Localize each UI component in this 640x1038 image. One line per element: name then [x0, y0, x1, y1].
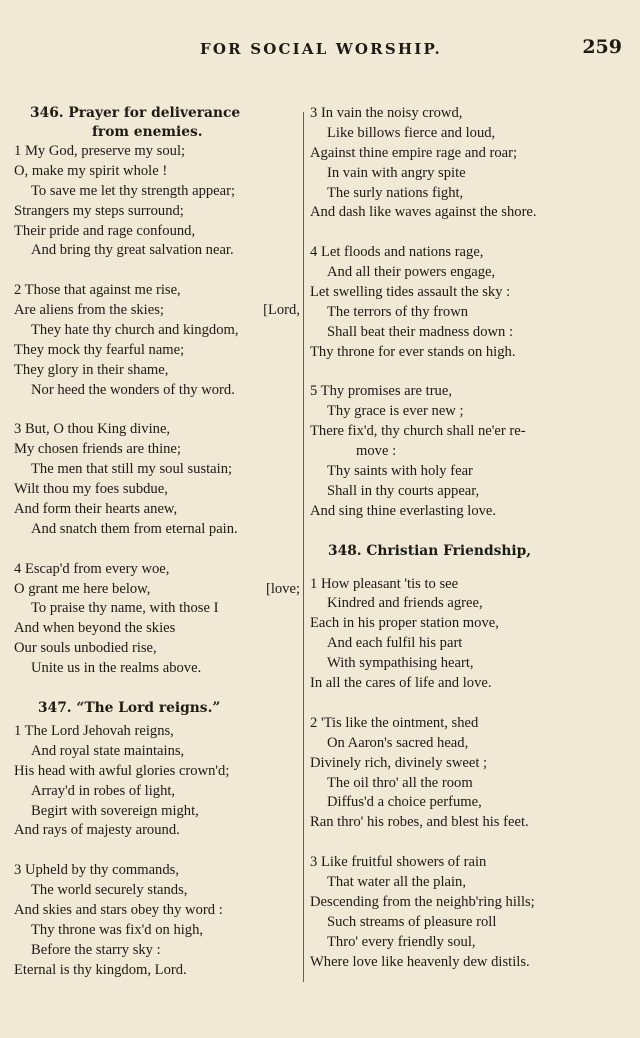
- verse-line: Shall beat their madness down :: [327, 323, 514, 340]
- verse-line: The terrors of thy frown: [327, 303, 469, 320]
- left-column: [14, 104, 300, 981]
- verse-line: 5 Thy promises are true,: [310, 383, 452, 400]
- verse-line: And each fulfil his part: [327, 635, 463, 652]
- verse-line: 4 Let floods and nations rage,: [310, 244, 484, 261]
- verse-line: And dash like waves against the shore.: [310, 204, 537, 221]
- verse-line: And all their powers engage,: [327, 264, 496, 281]
- verse-line: 2 'Tis like the ointment, shed: [310, 714, 479, 731]
- stanza-348-1: [310, 575, 628, 694]
- verse-line: Kindred and friends agree,: [327, 595, 483, 612]
- verse-line: Our souls unbodied rise,: [14, 640, 157, 657]
- verse-line: Each in his proper station move,: [310, 615, 499, 632]
- verse-line: There fix'd, thy church shall ne'er re-: [310, 423, 526, 440]
- stanza-348-3: [310, 853, 628, 972]
- verse-line: Against thine empire rage and roar;: [310, 144, 518, 161]
- carried-word: [Lord,: [263, 302, 300, 319]
- verse-line: 3 Upheld by thy commands,: [14, 862, 179, 879]
- verse-line: The oil thro' all the room: [327, 774, 473, 791]
- verse-line: Such streams of pleasure roll: [327, 913, 497, 930]
- verse-line: Thro' every friendly soul,: [327, 933, 476, 950]
- verse-line: [14, 301, 300, 321]
- verse-line: And skies and stars obey thy word :: [14, 901, 223, 918]
- stanza-347-1: [14, 722, 300, 841]
- hymn-title-346: 346. Prayer for deliverance: [30, 105, 241, 121]
- verse-line: His head with awful glories crown'd;: [14, 762, 230, 779]
- page-number: 259: [582, 36, 622, 58]
- verse-line: Thy saints with holy fear: [327, 463, 473, 480]
- verse-line: In vain with angry spite: [327, 164, 466, 181]
- hymn-title-348: 348. Christian Friendship,: [328, 542, 532, 559]
- stanza-347-4: [310, 243, 628, 362]
- hymn-title-347: 347. “The Lord reigns.”: [38, 699, 221, 716]
- right-column: [310, 104, 628, 972]
- stanza-347-5: [310, 382, 628, 521]
- stanza-347-3b: [310, 104, 628, 223]
- verse-line: Unite us in the realms above.: [31, 660, 202, 677]
- verse-line: The world securely stands,: [31, 882, 188, 899]
- verse-line: 1 How pleasant 'tis to see: [310, 575, 459, 592]
- stanza-346-1: [14, 142, 300, 261]
- verse-line: And royal state maintains,: [31, 742, 185, 759]
- verse-line: Before the starry sky :: [31, 941, 161, 958]
- stanza-346-3: [14, 420, 300, 539]
- verse-line: That water all the plain,: [327, 873, 466, 890]
- stanza-346-2: [14, 281, 300, 400]
- column-divider: [303, 112, 304, 982]
- verse-line: They hate thy church and kingdom,: [31, 322, 239, 339]
- stanza-347-3: [14, 861, 300, 980]
- verse-line: [14, 580, 300, 600]
- verse-line: The surly nations fight,: [327, 184, 464, 201]
- verse-line: Shall in thy courts appear,: [327, 482, 480, 499]
- verse-line: To save me let thy strength appear;: [31, 182, 236, 199]
- verse-line: 1 The Lord Jehovah reigns,: [14, 722, 174, 739]
- verse-line: O, make my spirit whole !: [14, 162, 168, 179]
- hymn-title-346-cont: from enemies.: [92, 124, 203, 140]
- verse-line: Descending from the neighb'ring hills;: [310, 893, 535, 910]
- verse-line: 3 Like fruitful showers of rain: [310, 854, 487, 871]
- verse-line: And sing thine everlasting love.: [310, 502, 497, 519]
- verse-line: Like billows fierce and loud,: [327, 124, 496, 141]
- verse-line: Begirt with sovereign might,: [31, 802, 199, 819]
- verse-line: And bring thy great salvation near.: [31, 242, 234, 259]
- verse-line: 3 But, O thou King divine,: [14, 421, 171, 438]
- verse-line: They mock thy fearful name;: [14, 341, 185, 358]
- verse-line: Where love like heavenly dew distils.: [310, 953, 530, 970]
- verse-line: 2 Those that against me rise,: [14, 282, 181, 299]
- verse-line: Diffus'd a choice perfume,: [327, 794, 482, 811]
- verse-line: Strangers my steps surround;: [14, 202, 184, 219]
- verse-line: With sympathising heart,: [327, 655, 474, 672]
- verse-line: And when beyond the skies: [14, 620, 176, 637]
- verse-line: My chosen friends are thine;: [14, 441, 181, 458]
- verse-line: And snatch them from eternal pain.: [31, 520, 238, 537]
- verse-line: Wilt thou my foes subdue,: [14, 481, 168, 498]
- verse-line: And rays of majesty around.: [14, 822, 180, 839]
- verse-line: Thy throne for ever stands on high.: [310, 343, 516, 360]
- verse-line: In all the cares of life and love.: [310, 675, 492, 692]
- verse-text: Are aliens from the skies;: [14, 302, 164, 319]
- verse-line: To praise thy name, with those I: [31, 600, 219, 617]
- verse-line: 4 Escap'd from every woe,: [14, 560, 170, 577]
- running-head: FOR SOCIAL WORSHIP.: [200, 40, 442, 58]
- verse-line: The men that still my soul sustain;: [31, 461, 233, 478]
- verse-line: And form their hearts anew,: [14, 501, 178, 518]
- verse-line: Let swelling tides assault the sky :: [310, 284, 511, 301]
- verse-line: Ran thro' his robes, and blest his feet.: [310, 814, 529, 831]
- verse-line: They glory in their shame,: [14, 361, 169, 378]
- page-header: [0, 36, 640, 60]
- stanza-346-4: [14, 560, 300, 679]
- stanza-348-2: [310, 714, 628, 833]
- verse-line: On Aaron's sacred head,: [327, 734, 469, 751]
- verse-line: Divinely rich, divinely sweet ;: [310, 754, 488, 771]
- verse-line: move :: [356, 443, 397, 460]
- verse-line: Nor heed the wonders of thy word.: [31, 381, 235, 398]
- verse-line: Eternal is thy kingdom, Lord.: [14, 961, 187, 978]
- verse-line: Their pride and rage confound,: [14, 222, 196, 239]
- verse-line: Array'd in robes of light,: [31, 782, 176, 799]
- verse-line: Thy grace is ever new ;: [327, 403, 464, 420]
- verse-line: 3 In vain the noisy crowd,: [310, 105, 463, 121]
- carried-word: [love;: [265, 580, 300, 597]
- verse-line: 1 My God, preserve my soul;: [14, 143, 186, 159]
- verse-line: Thy throne was fix'd on high,: [31, 921, 204, 938]
- verse-text: O grant me here below,: [14, 580, 151, 597]
